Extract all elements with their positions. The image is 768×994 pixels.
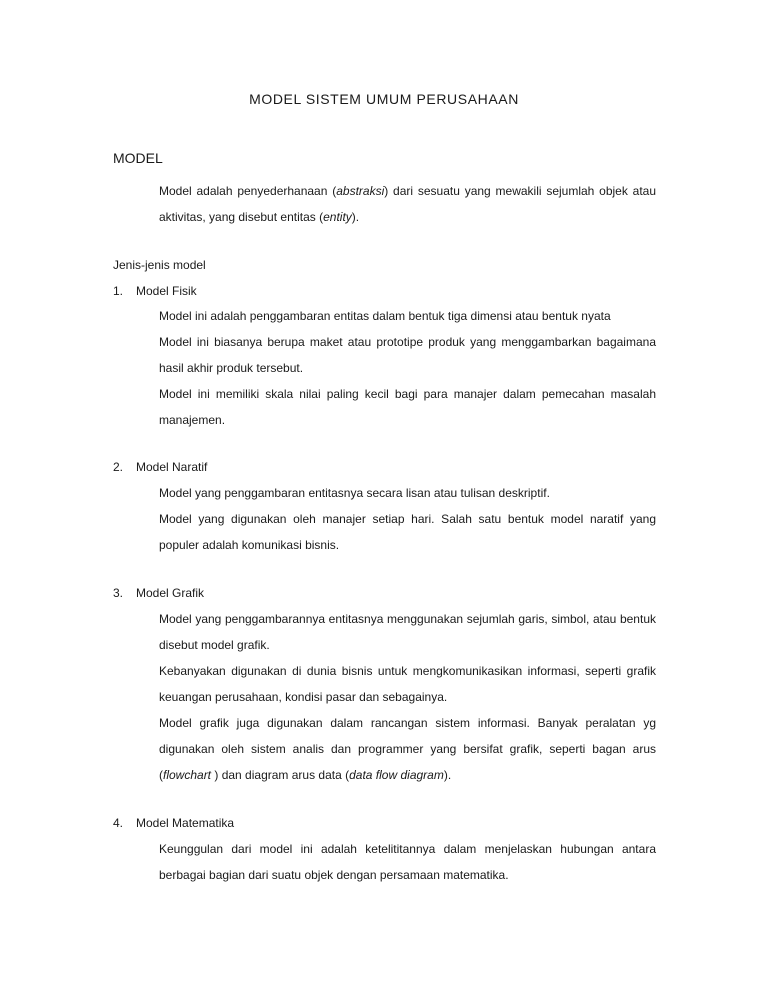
item-heading-model-naratif (113, 460, 207, 474)
paragraph: Model yang penggambaran entitasnya secara lisan atau tulisan deskriptif. (159, 486, 550, 500)
paragraph: Keunggulan dari model ini adalah ketelititannya dalam menjelaskan hubungan antara berbagai bagian dari suatu objek dengan persamaan matematika. (159, 842, 656, 882)
paragraph: Model grafik juga digunakan dalam rancangan sistem informasi. Banyak peralatan yg digunakan oleh sistem analis dan programmer yang bersifat grafik, seperti bagan arus (flowchart ) dan diagram arus data (data flow diagram). (159, 716, 656, 782)
paragraph: Model ini memiliki skala nilai paling kecil bagi para manajer dalam pemecahan masalah manajemen. (159, 387, 656, 427)
item-title: Model Grafik (136, 586, 205, 600)
paragraph: Model ini adalah penggambaran entitas dalam bentuk tiga dimensi atau bentuk nyata (159, 309, 611, 323)
model-definition (159, 178, 656, 230)
model-heading: MODEL (113, 150, 163, 166)
paragraph: Model yang penggambarannya entitasnya menggunakan sejumlah garis, simbol, atau bentuk disebut model grafik. (159, 612, 656, 652)
item-heading-model-matematika (113, 816, 234, 830)
item-body-model-naratif (159, 480, 656, 558)
item-number: 2. (113, 460, 124, 474)
item-number: 3. (113, 586, 124, 600)
item-title: Model Fisik (136, 284, 197, 298)
jenis-model-heading: Jenis-jenis model (113, 258, 206, 272)
item-body-model-matematika (159, 836, 656, 888)
page-title: MODEL SISTEM UMUM PERUSAHAAN (249, 91, 519, 107)
model-definition-text: Model adalah penyederhanaan (abstraksi) dari sesuatu yang mewakili sejumlah objek atau aktivitas, yang disebut entitas (entity). (159, 184, 656, 224)
item-number: 4. (113, 816, 124, 830)
paragraph: Model yang digunakan oleh manajer setiap hari. Salah satu bentuk model naratif yang populer adalah komunikasi bisnis. (159, 512, 656, 552)
item-body-model-fisik (159, 303, 656, 433)
item-number: 1. (113, 284, 124, 298)
item-title: Model Naratif (136, 460, 208, 474)
item-heading-model-fisik (113, 284, 197, 298)
paragraph: Kebanyakan digunakan di dunia bisnis untuk mengkomunikasikan informasi, seperti grafik keuangan perusahaan, kondisi pasar dan sebagainya. (159, 664, 656, 704)
item-heading-model-grafik (113, 586, 204, 600)
item-title: Model Matematika (136, 816, 235, 830)
item-body-model-grafik (159, 606, 656, 788)
paragraph: Model ini biasanya berupa maket atau prototipe produk yang menggambarkan bagaimana hasil akhir produk tersebut. (159, 335, 656, 375)
